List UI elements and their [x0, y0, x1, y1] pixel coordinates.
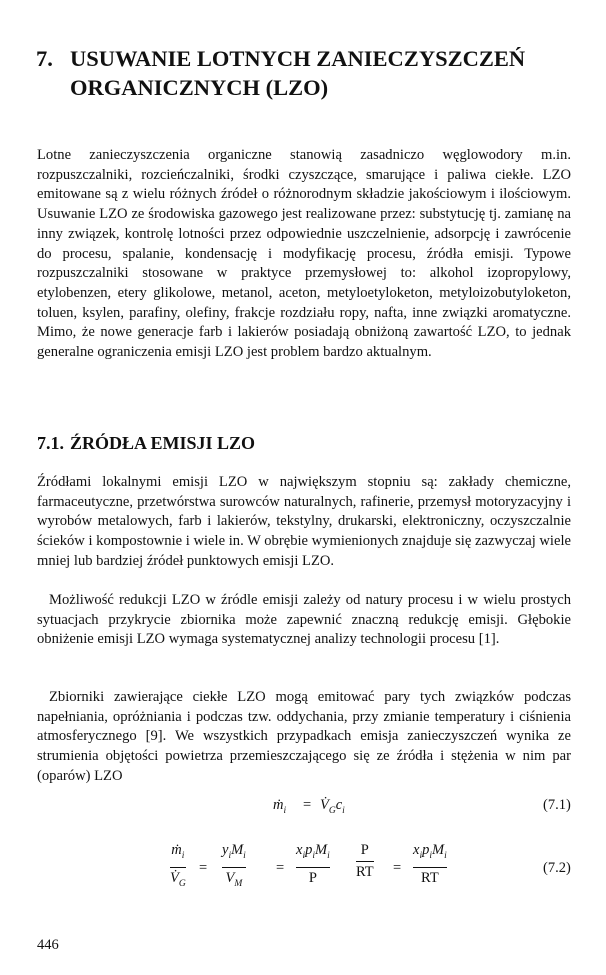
equation-label-7-1: (7.1): [543, 797, 571, 813]
eq2-fraction-4: P RT: [356, 842, 374, 880]
eq2-fraction-1: ṁ$_i$ $V̇_G$: [170, 842, 186, 889]
section-paragraph-1: Źródłami lokalnymi emisji LZO w największym stopniu są: zakłady chemiczne, farmaceutyczne, przetwórstwa surowców naturalnych, rafinerie, przemysł motoryzacyjny i wyrobów metalowych, farb i lakierów, tekstylny, drukarski, elektroniczny, oczyszczalnie ścieków i kompostownie i wiele in. W obrębie wymienionych znajduje się zazwyczaj wiele mniej lub bardziej źródeł punktowych emisji LZO.: [37, 474, 571, 569]
section-paragraph-2: Możliwość redukcji LZO w źródle emisji zależy od natury procesu i w wielu prostych sytuacjach przykrycie zbiornika może zapewnić znaczną redukcję emisji. Głębokie obniżenie emisji LZO wymaga systematycznej analizy technologii procesu [1].: [37, 592, 571, 648]
section-number: 7.1.: [37, 433, 64, 453]
chapter-title-line-2: ORGANICZNYCH (LZO): [70, 75, 329, 100]
chapter-number: 7.: [36, 46, 53, 71]
section-paragraph-3: Zbiorniki zawierające ciekłe LZO mogą emitować pary tych związków podczas napełniania, opróżniania i podczas tzw. oddychania, przy zmianie temperatury i ciśnienia atmosferycznego [9]. We wszystkich przypadkach emisja zanieczyszczeń wynika ze strumienia objętości powietrza przemieszczającego się ze źródła i stężenia w nim par (oparów) LZO: [37, 689, 571, 784]
page-number: 446: [37, 937, 59, 953]
section-title: ŹRÓDŁA EMISJI LZO: [70, 433, 256, 453]
chapter-heading: [36, 44, 576, 102]
eq1-rhs: $V̇_Gc_i$: [320, 797, 345, 816]
eq2-equals-3: =: [393, 860, 402, 876]
eq2-fraction-2: $y_iM_i$ $V_M$: [222, 842, 246, 889]
eq2-fraction-3: $x_ip_iM_i$ P: [296, 842, 330, 886]
eq2-fraction-5: $x_ip_iM_i$ RT: [413, 842, 447, 886]
equation-label-7-2: (7.2): [543, 860, 571, 876]
eq2-equals-2: =: [276, 860, 285, 876]
eq1-equals: =: [303, 797, 312, 813]
equation-7-2: [0, 842, 606, 902]
section-heading: [37, 433, 255, 454]
chapter-title-line-1: USUWANIE LOTNYCH ZANIECZYSZCZEŃ: [70, 46, 526, 71]
eq1-lhs: ṁ$_i$: [273, 797, 287, 816]
intro-paragraph: Lotne zanieczyszczenia organiczne stanowią zasadniczo węglowodory m.in. rozpuszczalniki, rozcieńczalniki, środki czyszczące, smarujące i paliwa ciekłe. LZO emitowane są z wielu różnych źródeł o różnorodnym składzie jakościowym i ilościowym. Usuwanie LZO ze środowiska gazowego jest realizowane przez: substytucję tj. zamianę na inny związek, kontrolę lotności przez odpowiednie uszczelnienie, adsorpcję i zawrócenie do procesu, spalanie, kondensację i modyfikację procesu, źródła emisji. Typowe rozpuszczalniki stosowane w praktyce przemysłowej to: alkohol izopropylowy, etylobenzen, etery glikolowe, metanol, aceton, metyloetyloketon, metyloizobutyloketon, toluen, ksylen, parafiny, olefiny, frakcje rozdziału ropy, nafta, inne związki aromatyczne. Mimo, że nowe generacje farb i lakierów posiadają obniżoną zawartość LZO, to jednak generalne ograniczenia emisji LZO jest problem bardzo aktualnym.: [37, 147, 571, 361]
eq2-equals-1: =: [199, 860, 208, 876]
